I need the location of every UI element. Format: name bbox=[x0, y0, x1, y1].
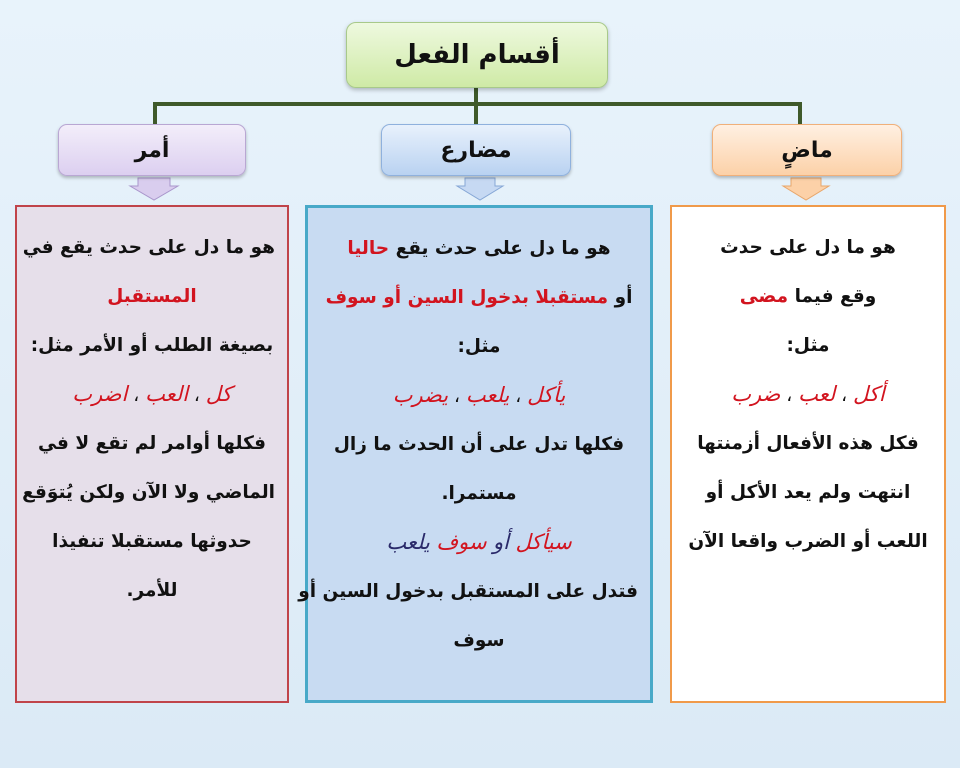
example-verb: كل bbox=[205, 382, 232, 406]
example-word: أو bbox=[493, 530, 509, 554]
mudari-red: حاليا bbox=[347, 238, 390, 259]
example-verb: لعب bbox=[798, 382, 836, 406]
mudari-examples: يأكل ، يلعب ، يضرب bbox=[392, 383, 566, 407]
amr-line: هو ما دل على حدث يقع في bbox=[22, 237, 275, 258]
header-madi: ماضٍ bbox=[712, 124, 902, 176]
amr-line: الماضي ولا الآن ولكن يُتوَقع bbox=[22, 482, 275, 503]
madi-line: اللعب أو الضرب واقعا الآن bbox=[688, 531, 928, 552]
example-verb: العب bbox=[145, 382, 189, 406]
header-amr: أمر bbox=[58, 124, 246, 176]
madi-arrow bbox=[783, 178, 829, 200]
mudari-arrow bbox=[457, 178, 503, 200]
example-verb: يأكل bbox=[527, 383, 566, 407]
mudari-text: أو bbox=[614, 287, 633, 308]
mudari-line: فتدل على المستقبل بدخول السين أو bbox=[298, 581, 638, 602]
madi-line bbox=[684, 272, 932, 321]
madi-red: مضى bbox=[739, 286, 789, 307]
panel-madi bbox=[670, 205, 946, 703]
mudari-line: سوف bbox=[453, 630, 505, 651]
mudari-line: فكلها تدل على أن الحدث ما زال bbox=[333, 434, 625, 455]
madi-line: مثل: bbox=[786, 335, 830, 356]
mudari-line: مثل: bbox=[457, 336, 501, 357]
madi-text: وقع فيما bbox=[794, 286, 877, 307]
mudari-future-example bbox=[320, 518, 638, 567]
example-verb: يلعب bbox=[386, 530, 430, 554]
mudari-red: مستقبلا بدخول السين أو سوف bbox=[325, 287, 609, 308]
mudari-line: مستمرا. bbox=[441, 483, 517, 504]
madi-examples: أكل ، لعب ، ضرب bbox=[731, 382, 885, 406]
amr-line: المستقبل bbox=[107, 286, 197, 307]
example-verb: يلعب bbox=[465, 383, 510, 407]
amr-line: فكلها أوامر لم تقع لا في bbox=[38, 433, 266, 454]
amr-arrow bbox=[130, 178, 178, 200]
mudari-line bbox=[320, 273, 638, 322]
panel-amr bbox=[15, 205, 289, 703]
amr-examples: كل ، العب ، اضرب bbox=[72, 382, 232, 406]
amr-line: بصيغة الطلب أو الأمر مثل: bbox=[30, 335, 274, 356]
example-verb: ضرب bbox=[731, 382, 781, 406]
example-verb: أكل bbox=[853, 382, 885, 406]
madi-line: هو ما دل على حدث bbox=[720, 237, 896, 258]
amr-line: حدوثها مستقبلا تنفيذا bbox=[52, 531, 252, 552]
panel-mudari bbox=[298, 205, 653, 703]
mudari-line bbox=[320, 224, 638, 273]
header-mudari: مضارع bbox=[381, 124, 571, 176]
example-verb: يضرب bbox=[392, 383, 449, 407]
amr-line: للأمر. bbox=[126, 580, 178, 601]
example-verb: اضرب bbox=[72, 382, 128, 406]
mudari-text: هو ما دل على حدث يقع bbox=[395, 238, 611, 259]
diagram-title: أقسام الفعل bbox=[346, 22, 608, 88]
example-verb: سيأكل bbox=[515, 530, 572, 554]
madi-line: انتهت ولم يعد الأكل أو bbox=[705, 482, 911, 503]
madi-line: فكل هذه الأفعال أزمنتها bbox=[697, 433, 919, 454]
example-verb: سوف bbox=[436, 530, 487, 554]
